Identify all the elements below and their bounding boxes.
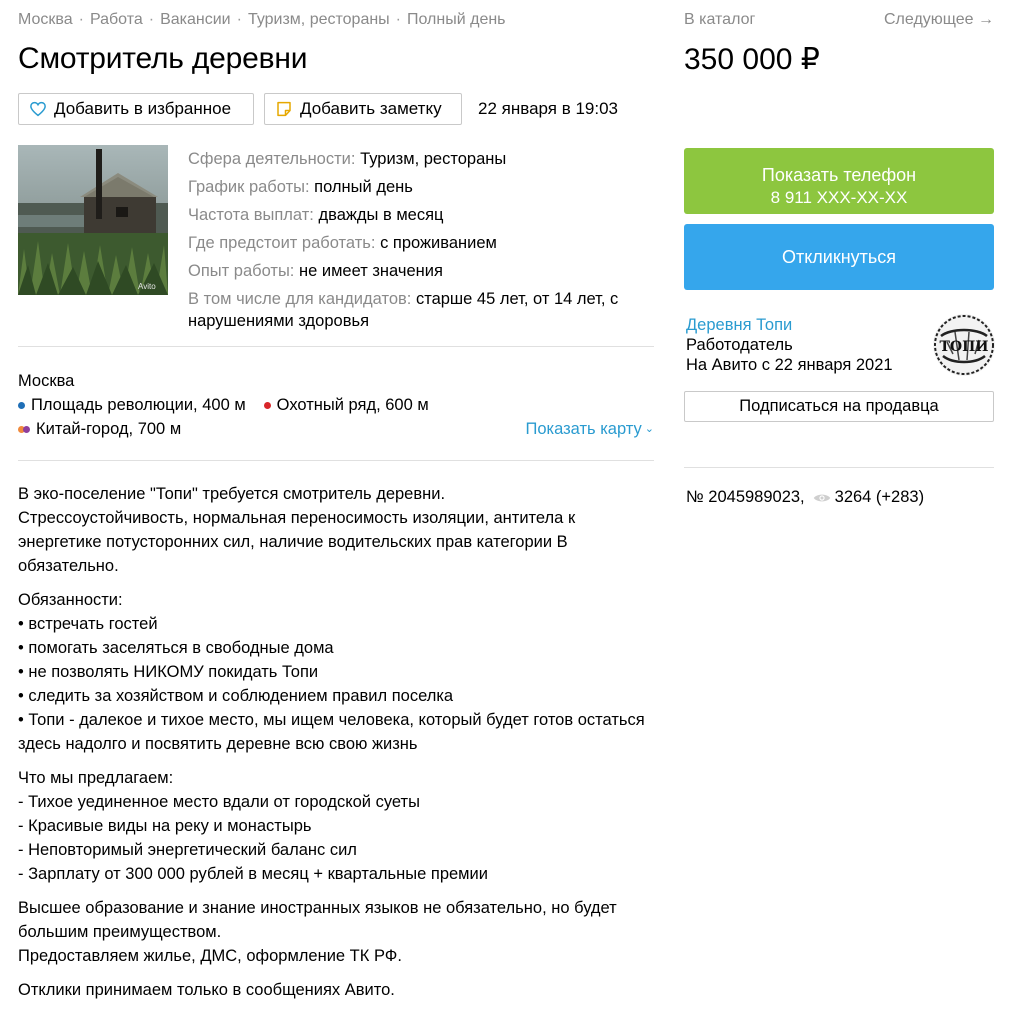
metro-line-dot <box>264 402 271 409</box>
metro-row <box>18 393 654 417</box>
note-icon <box>275 100 293 118</box>
breadcrumb-item-vacancies[interactable]: Вакансии <box>160 11 231 28</box>
metro-line-dot <box>23 426 30 433</box>
breadcrumb-separator: · <box>148 11 155 28</box>
eye-icon <box>813 492 831 504</box>
job-description <box>18 482 654 1012</box>
show-phone-button[interactable] <box>684 148 994 214</box>
divider <box>18 460 654 461</box>
metro-station-label: Охотный ряд, 600 м <box>276 396 429 414</box>
salary-price: 350 000 ₽ <box>684 43 820 76</box>
seller-since: На Авито с 22 января 2021 <box>686 356 893 374</box>
property-experience <box>188 257 658 285</box>
job-properties <box>188 145 658 332</box>
property-key: Частота выплат: <box>188 206 314 224</box>
breadcrumb-item-work[interactable]: Работа <box>89 11 143 28</box>
property-value: с проживанием <box>380 234 497 252</box>
location-city: Москва <box>18 372 75 390</box>
property-value: дважды в месяц <box>318 206 444 224</box>
property-value: Туризм, рестораны <box>360 150 507 168</box>
seller-info <box>686 315 926 375</box>
village-house-image <box>18 145 168 295</box>
description-offer <box>18 766 654 886</box>
property-candidates <box>188 288 658 332</box>
next-listing-link[interactable]: Следующее → <box>884 11 994 28</box>
property-value: старше 45 лет, от 14 лет, с нарушениями здоровья <box>188 290 619 330</box>
description-heading: Обязанности: <box>18 591 123 609</box>
offer-item: - Тихое уединенное место вдали от городской суеты <box>18 793 420 811</box>
show-map-label: Показать карту <box>525 420 642 438</box>
show-map-link[interactable] <box>525 417 654 441</box>
listing-photo[interactable] <box>18 145 168 295</box>
description-line: Предоставляем жилье, ДМС, оформление ТК РФ. <box>18 947 402 965</box>
duty-item: • помогать заселяться в свободные дома <box>18 639 334 657</box>
duty-item: • не позволять НИКОМУ покидать Топи <box>18 663 319 681</box>
property-key: В том числе для кандидатов: <box>188 290 412 308</box>
property-payment-frequency <box>188 201 658 229</box>
breadcrumb-separator: · <box>78 11 84 28</box>
publish-date: 22 января в 19:03 <box>478 99 619 118</box>
show-phone-label: Показать телефон <box>761 165 917 185</box>
metro-line-dot <box>18 402 25 409</box>
property-schedule <box>188 173 658 201</box>
photo-watermark: Avito <box>138 282 156 291</box>
divider <box>18 346 654 347</box>
breadcrumb-item-city[interactable]: Москва <box>18 11 73 28</box>
description-line: В эко-поселение "Топи" требуется смотритель деревни. <box>18 485 446 503</box>
divider <box>684 467 994 468</box>
seller-logo-image <box>933 314 995 376</box>
offer-item: - Зарплату от 300 000 рублей в месяц + квартальные премии <box>18 865 488 883</box>
duty-item: • встречать гостей <box>18 615 158 633</box>
description-line: Стрессоустойчивость, нормальная переносимость изоляции, антитела к энергетике потусторонних сил, наличие водительских прав категории В обязательно. <box>18 509 576 575</box>
breadcrumb-separator: · <box>236 11 242 28</box>
metro-station <box>18 393 246 417</box>
property-value: не имеет значения <box>298 262 443 280</box>
offer-item: - Неповторимый энергетический баланс сил <box>18 841 357 859</box>
avatar[interactable] <box>933 314 995 376</box>
property-sphere <box>188 145 658 173</box>
breadcrumb-item-category[interactable]: Туризм, рестораны <box>247 11 390 28</box>
duty-item: • Топи - далекое и тихое место, мы ищем человека, который будет готов остаться здесь надолго и посвятить деревне всю свою жизнь <box>18 711 645 753</box>
description-extra <box>18 896 654 968</box>
description-duties <box>18 588 654 756</box>
add-to-favorites-button[interactable] <box>18 93 254 125</box>
property-value: полный день <box>314 178 413 196</box>
duty-item: • следить за хозяйством и соблюдением правил поселка <box>18 687 454 705</box>
add-note-button[interactable] <box>264 93 462 125</box>
location-block <box>18 369 654 441</box>
page-title: Смотритель деревни <box>18 42 308 75</box>
metro-station-label: Китай-город, 700 м <box>36 420 182 438</box>
subscribe-seller-button[interactable]: Подписаться на продавца <box>684 391 994 422</box>
masked-phone-number: 8 911 XXX-XX-XX <box>770 188 908 207</box>
breadcrumb-separator: · <box>395 11 401 28</box>
add-to-favorites-label: Добавить в избранное <box>54 99 232 118</box>
breadcrumb-item-schedule[interactable]: Полный день <box>407 11 506 28</box>
breadcrumb <box>18 11 506 29</box>
heart-icon <box>29 100 47 118</box>
description-heading: Что мы предлагаем: <box>18 769 174 787</box>
property-key: График работы: <box>188 178 310 196</box>
metro-station-label: Площадь революции, 400 м <box>31 396 246 414</box>
views-count: 3264 (+283) <box>834 488 925 506</box>
chevron-down-icon: ⌄ <box>644 423 654 435</box>
back-to-catalog-link[interactable]: В каталог <box>684 11 756 28</box>
avatar-logo-text: ТОПИ <box>939 339 989 355</box>
property-key: Сфера деятельности: <box>188 150 356 168</box>
seller-role: Работодатель <box>686 336 793 354</box>
add-note-label: Добавить заметку <box>300 99 442 118</box>
sidebar-nav <box>684 11 994 29</box>
seller-name-link[interactable]: Деревня Топи <box>686 316 793 334</box>
description-footer: Отклики принимаем только в сообщениях Авито. <box>18 981 395 999</box>
listing-meta <box>686 488 924 507</box>
property-key: Опыт работы: <box>188 262 295 280</box>
reply-button[interactable]: Откликнуться <box>684 224 994 290</box>
description-line: Высшее образование и знание иностранных языков не обязательно, но будет большим преимуществом. <box>18 899 617 941</box>
property-key: Где предстоит работать: <box>188 234 376 252</box>
offer-item: - Красивые виды на реку и монастырь <box>18 817 312 835</box>
property-workplace <box>188 229 658 257</box>
ad-number: № 2045989023, <box>686 488 805 506</box>
metro-station <box>18 417 181 441</box>
item-actions <box>18 93 618 125</box>
description-intro <box>18 482 654 578</box>
metro-station <box>264 393 429 417</box>
